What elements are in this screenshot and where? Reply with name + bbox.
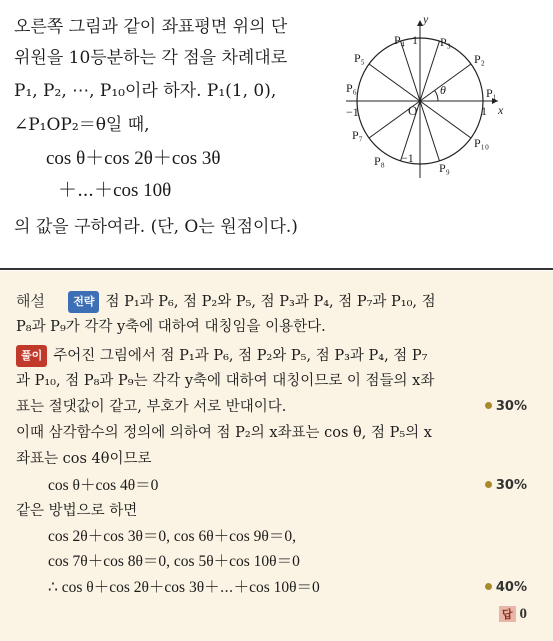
label-p8: P₈ xyxy=(374,154,385,168)
label-p1: P₁ xyxy=(486,86,497,100)
label-p9: P₉ xyxy=(439,161,450,175)
label-x-neg-one: −1 xyxy=(346,105,359,119)
label-p4: P₄ xyxy=(394,33,405,47)
section-divider xyxy=(0,268,553,270)
problem-section xyxy=(0,0,553,268)
strategy-text-1: 점 P₁과 P₆, 점 P₂와 P₅, 점 P₃과 P₄, 점 P₇과 P₁₀, 점 xyxy=(105,294,436,310)
answer-value: 0 xyxy=(519,606,527,622)
label-p10: P₁₀ xyxy=(474,136,490,150)
label-p2: P₂ xyxy=(474,52,485,66)
solution-section xyxy=(0,271,553,641)
label-p5: P₅ xyxy=(354,51,365,65)
label-theta: θ xyxy=(440,83,446,97)
score-1: 30% xyxy=(485,399,527,414)
problem-formula-2: ＋⋯＋cos 10θ xyxy=(58,180,172,201)
equation-1: cos θ＋cos 4θ＝0 xyxy=(48,477,159,494)
strategy-line-1 xyxy=(16,291,436,313)
solve-line-5: 좌표는 cos 4θ이므로 xyxy=(16,451,152,467)
score-2: 30% xyxy=(485,478,527,493)
solve-line-1 xyxy=(16,345,427,367)
solve-line-4: 이때 삼각함수의 정의에 의하여 점 P₂의 x좌표는 cos θ, 점 P₅의 x xyxy=(16,425,432,441)
label-y-one: 1 xyxy=(412,33,418,47)
label-y-neg-one: −1 xyxy=(401,151,414,165)
score-dot-icon xyxy=(485,481,492,488)
problem-line-2: 위원을 10등분하는 각 점을 차례대로 xyxy=(14,48,288,68)
problem-line-3: P₁, P₂, ⋯, P₁₀이라 하자. P₁(1, 0), xyxy=(14,81,277,101)
problem-line-1: 오른쪽 그림과 같이 좌표평면 위의 단 xyxy=(14,17,288,37)
angle-arc xyxy=(435,90,438,101)
label-p7: P₇ xyxy=(352,128,363,142)
strategy-badge: 전략 xyxy=(68,291,99,313)
label-p3: P₃ xyxy=(440,35,451,49)
problem-formula-1: cos θ＋cos 2θ＋cos 3θ xyxy=(46,148,221,169)
unit-circle-figure xyxy=(338,8,548,192)
score-dot-icon xyxy=(485,402,492,409)
final-answer xyxy=(499,606,527,623)
strategy-line-2: P₈과 P₉가 각각 y축에 대하여 대칭임을 이용한다. xyxy=(16,319,326,335)
solve-line-2: 과 P₁₀, 점 P₈과 P₉는 각각 y축에 대하여 대칭이므로 이 점들의 x좌 xyxy=(16,373,435,389)
label-origin: O xyxy=(408,103,418,118)
solve-badge: 풀이 xyxy=(16,345,47,367)
problem-line-4: ∠P₁OP₂＝θ일 때, xyxy=(14,115,150,135)
score-dot-icon xyxy=(485,583,492,590)
label-y-axis: y xyxy=(423,12,429,26)
solution-header: 해설 xyxy=(16,292,45,310)
answer-badge: 답 xyxy=(499,606,516,622)
score-3: 40% xyxy=(485,580,527,595)
label-x-axis: x xyxy=(498,103,504,117)
equation-3: cos 7θ＋cos 8θ＝0, cos 5θ＋cos 10θ＝0 xyxy=(48,553,300,570)
label-p6: P₆ xyxy=(346,81,357,95)
problem-question: 의 값을 구하여라. (단, O는 원점이다.) xyxy=(14,217,298,237)
solve-line-3: 표는 절댓값이 같고, 부호가 서로 반대이다. xyxy=(16,399,287,415)
equation-4: ∴ cos θ＋cos 2θ＋cos 3θ＋⋯＋cos 10θ＝0 xyxy=(48,579,320,596)
label-x-one: 1 xyxy=(481,104,487,118)
solve-line-6: 같은 방법으로 하면 xyxy=(16,503,138,519)
solve-text-1: 주어진 그림에서 점 P₁과 P₆, 점 P₂와 P₅, 점 P₃과 P₄, 점 P₇ xyxy=(53,348,428,364)
equation-2: cos 2θ＋cos 3θ＝0, cos 6θ＋cos 9θ＝0, xyxy=(48,528,296,545)
